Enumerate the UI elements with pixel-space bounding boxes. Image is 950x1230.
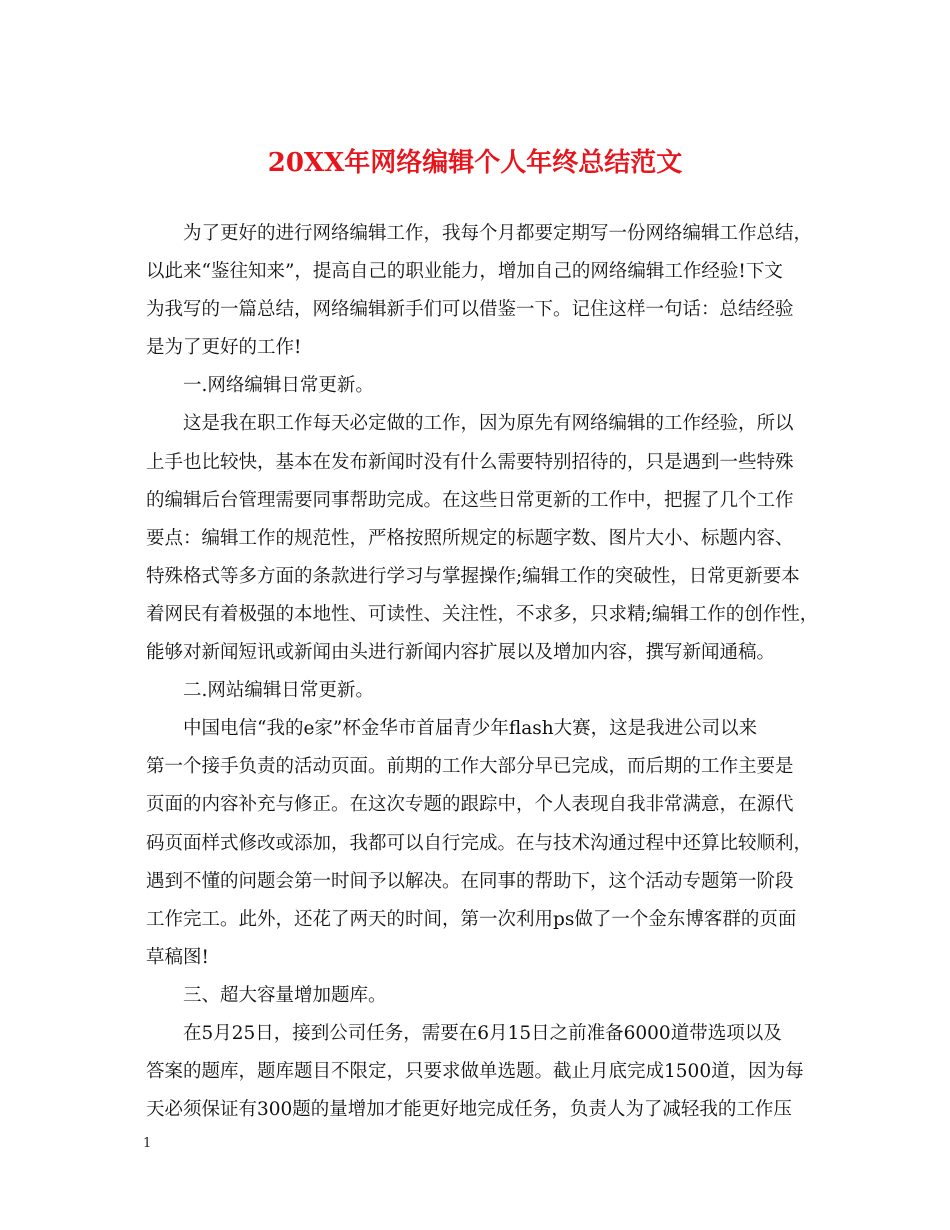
paragraph-line: 这是我在职工作每天必定做的工作，因为原先有网络编辑的工作经验，所以 <box>183 413 794 435</box>
paragraph-line: 天必须保证有300题的量增加才能更好地完成任务，负责人为了减轻我的工作压 <box>146 1099 792 1121</box>
paragraph-line: 码页面样式修改或添加，我都可以自行完成。在与技术沟通过程中还算比较顺利， <box>146 832 813 854</box>
paragraph-line: 着网民有着极强的本地性、可读性、关注性，不求多，只求精;编辑工作的创作性， <box>146 603 819 625</box>
paragraph-line: 以此来“鉴往知来”，提高自己的职业能力，增加自己的网络编辑工作经验!下文 <box>146 261 783 283</box>
paragraph-line: 要点：编辑工作的规范性，严格按照所规定的标题字数、图片大小、标题内容、 <box>146 527 794 549</box>
paragraph-line: 遇到不懂的问题会第一时间予以解决。在同事的帮助下，这个活动专题第一阶段 <box>146 870 794 892</box>
paragraph-line: 中国电信“我的e家”杯金华市首届青少年flash大赛，这是我进公司以来 <box>183 718 758 740</box>
paragraph-line: 为我写的一篇总结，网络编辑新手们可以借鉴一下。记住这样一句话：总结经验 <box>146 299 794 321</box>
paragraph-line: 是为了更好的工作! <box>146 337 302 359</box>
paragraph-line: 为了更好的进行网络编辑工作，我每个月都要定期写一份网络编辑工作总结， <box>183 223 813 244</box>
paragraph-line: 在5月25日，接到公司任务，需要在6月15日之前准备6000道带选项以及 <box>183 1022 782 1044</box>
paragraph-line: 草稿图! <box>146 946 209 968</box>
paragraph-line: 页面的内容补充与修正。在这次专题的跟踪中，个人表现自我非常满意，在源代 <box>146 794 794 816</box>
paragraph-line: 的编辑后台管理需要同事帮助完成。在这些日常更新的工作中，把握了几个工作 <box>146 489 794 511</box>
paragraph-line: 特殊格式等多方面的条款进行学习与掌握操作;编辑工作的突破性，日常更新要本 <box>146 565 800 587</box>
paragraph-line: 第一个接手负责的活动页面。前期的工作大部分早已完成，而后期的工作主要是 <box>146 756 794 778</box>
section-heading: 一.网络编辑日常更新。 <box>183 375 374 397</box>
paragraph-line: 工作完工。此外，还花了两天的时间，第一次利用ps做了一个金东博客群的页面 <box>146 908 797 930</box>
paragraph-line: 能够对新闻短讯或新闻由头进行新闻内容扩展以及增加内容，撰写新闻通稿。 <box>146 642 776 664</box>
section-heading: 二.网站编辑日常更新。 <box>183 680 374 702</box>
page-number: 1 <box>143 1136 152 1151</box>
paragraph-line: 答案的题库，题库题目不限定，只要求做单选题。截止月底完成1500道，因为每 <box>146 1061 804 1083</box>
section-heading: 三、超大容量增加题库。 <box>183 984 387 1006</box>
paragraph-line: 上手也比较快，基本在发布新闻时没有什么需要特别招待的，只是遇到一些特殊 <box>146 451 794 473</box>
document-title: 20XX年网络编辑个人年终总结范文 <box>267 148 683 178</box>
document-body <box>146 215 819 1129</box>
